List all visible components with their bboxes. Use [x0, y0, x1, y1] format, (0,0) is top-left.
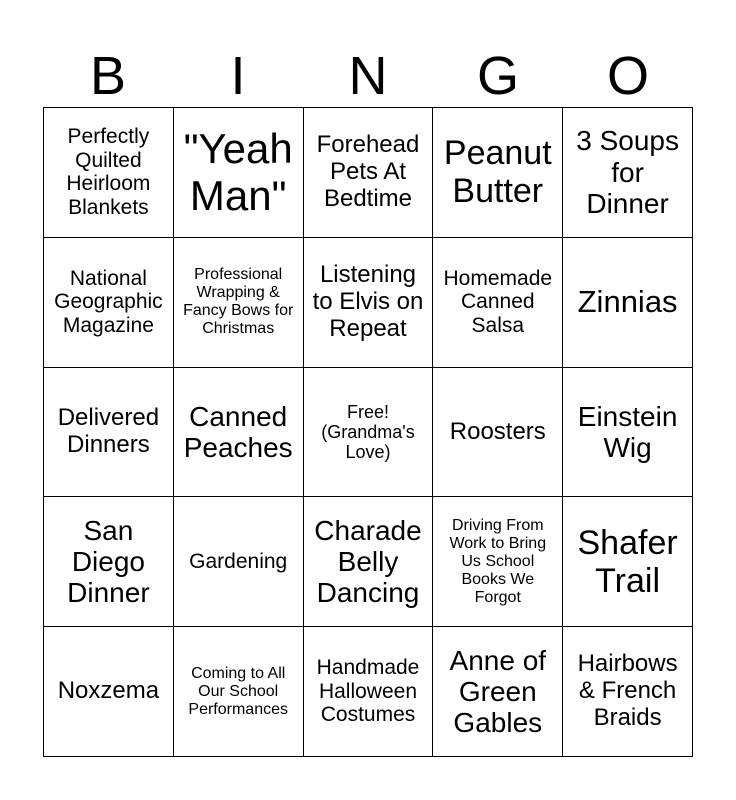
bingo-cell-r5-c1[interactable]: Noxzema — [44, 627, 174, 757]
bingo-cell-r1-c5[interactable]: 3 Soups for Dinner — [563, 108, 693, 238]
header-letter-g: G — [476, 46, 519, 106]
bingo-cell-r4-c1[interactable]: San Diego Dinner — [44, 497, 174, 627]
bingo-cell-r4-c3[interactable]: Charade Belly Dancing — [304, 497, 434, 627]
bingo-cell-r2-c5[interactable]: Zinnias — [563, 238, 693, 368]
bingo-cell-r4-c5[interactable]: Shafer Trail — [563, 497, 693, 627]
bingo-cell-r2-c4[interactable]: Homemade Canned Salsa — [433, 238, 563, 368]
header-letter-i: I — [230, 46, 246, 106]
bingo-cell-r3-c4[interactable]: Roosters — [433, 368, 563, 498]
header-letter-o: O — [606, 46, 649, 106]
bingo-cell-r3-c3[interactable]: Free! (Grandma's Love) — [304, 368, 434, 498]
bingo-cell-r1-c4[interactable]: Peanut Butter — [433, 108, 563, 238]
bingo-cell-r1-c2[interactable]: "Yeah Man" — [174, 108, 304, 238]
bingo-cell-r2-c2[interactable]: Professional Wrapping & Fancy Bows for Christmas — [174, 238, 304, 368]
bingo-cell-r5-c4[interactable]: Anne of Green Gables — [433, 627, 563, 757]
header-letter-b: B — [89, 46, 127, 106]
bingo-cell-r4-c4[interactable]: Driving From Work to Bring Us School Books We Forgot — [433, 497, 563, 627]
bingo-cell-r3-c2[interactable]: Canned Peaches — [174, 368, 304, 498]
bingo-board — [43, 107, 693, 757]
header-letter-n: N — [348, 46, 388, 106]
bingo-cell-r1-c3[interactable]: Forehead Pets At Bedtime — [304, 108, 434, 238]
bingo-cell-r4-c2[interactable]: Gardening — [174, 497, 304, 627]
bingo-cell-r3-c1[interactable]: Delivered Dinners — [44, 368, 174, 498]
bingo-cell-r1-c1[interactable]: Perfectly Quilted Heirloom Blankets — [44, 108, 174, 238]
bingo-cell-r2-c3[interactable]: Listening to Elvis on Repeat — [304, 238, 434, 368]
bingo-cell-r2-c1[interactable]: National Geographic Magazine — [44, 238, 174, 368]
bingo-cell-r5-c2[interactable]: Coming to All Our School Performances — [174, 627, 304, 757]
bingo-cell-r3-c5[interactable]: Einstein Wig — [563, 368, 693, 498]
bingo-header — [43, 44, 693, 108]
bingo-cell-r5-c3[interactable]: Handmade Halloween Costumes — [304, 627, 434, 757]
bingo-cell-r5-c5[interactable]: Hairbows & French Braids — [563, 627, 693, 757]
